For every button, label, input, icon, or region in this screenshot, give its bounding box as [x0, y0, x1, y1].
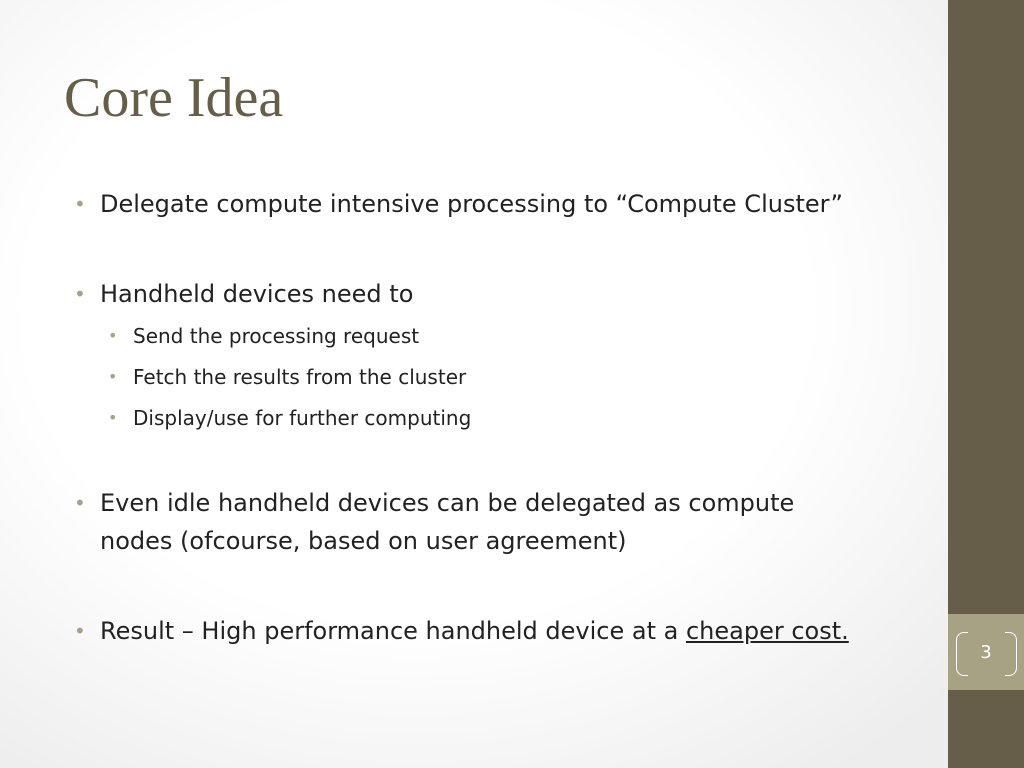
- bullet-dot-icon: •: [108, 367, 118, 386]
- sub-bullet-text: Send the processing request: [133, 324, 420, 348]
- bullet-text: Handheld devices need to: [100, 280, 414, 308]
- bullet-item: [74, 275, 860, 313]
- bullet-dot-icon: •: [74, 192, 86, 216]
- sub-bullet-item: [108, 402, 471, 434]
- bullet-item: [74, 185, 860, 223]
- bullet-dot-icon: •: [74, 619, 86, 643]
- sub-bullet-item: [108, 361, 466, 393]
- underlined-emphasis: cheaper cost.: [685, 617, 849, 645]
- bullet-dot-icon: •: [74, 491, 86, 515]
- bullet-item: [74, 484, 840, 560]
- bullet-dot-icon: •: [108, 408, 118, 427]
- bullet-item: [74, 612, 860, 650]
- page-number: 3: [980, 642, 992, 663]
- sub-bullet-text: Fetch the results from the cluster: [133, 365, 467, 389]
- bullet-text: Result – High performance handheld device at a: [100, 617, 686, 645]
- bullet-text: Delegate compute intensive processing to “Compute Cluster”: [100, 190, 843, 218]
- bullet-text-container: [100, 612, 860, 650]
- sub-bullet-text: Display/use for further computing: [133, 406, 472, 430]
- bullet-dot-icon: •: [108, 326, 118, 345]
- bullet-text: Even idle handheld devices can be delegated as compute nodes (ofcourse, based on user agreement): [100, 489, 795, 555]
- bullet-dot-icon: •: [74, 282, 86, 306]
- sub-bullet-item: [108, 320, 419, 352]
- slide-title: Core Idea: [64, 67, 284, 129]
